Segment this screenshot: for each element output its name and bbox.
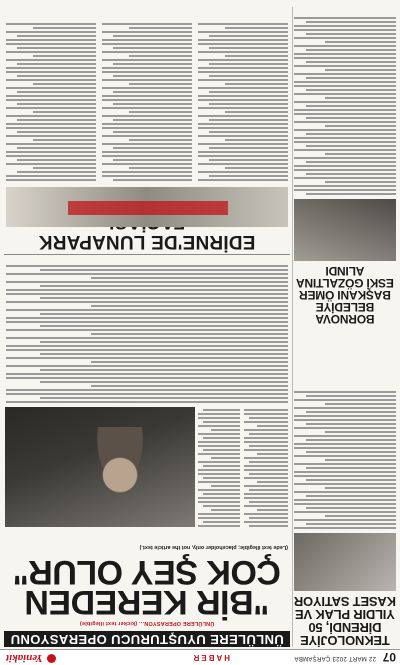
masthead-text: Yeniakit bbox=[6, 652, 43, 664]
column-divider bbox=[292, 7, 293, 647]
side-bottom-headline: BORNOVA BELEDİYE BAŞKANI ÖMER ESKİ GÖZALTINA ALINDI bbox=[296, 264, 394, 326]
masthead bbox=[6, 652, 56, 664]
main-body-col-2 bbox=[198, 407, 240, 527]
bottom-photo bbox=[6, 187, 288, 227]
band-headline: ÜNLÜLERE UYUŞTURUCU OPERASYONU bbox=[4, 631, 290, 647]
bottom-headline: EDİRNE'DE LUNAPARK bbox=[38, 231, 256, 252]
top-strip bbox=[0, 649, 400, 665]
page-number: 07 bbox=[382, 650, 396, 664]
side-story-top bbox=[294, 389, 396, 647]
bottom-body-col-1 bbox=[198, 21, 288, 181]
side-top-body bbox=[294, 391, 396, 529]
bottom-body-col-3 bbox=[6, 21, 96, 181]
main-headline: "BİR KEREDEN ÇOK ŞEY OLUR" bbox=[13, 553, 281, 621]
bottom-body-col-2 bbox=[102, 21, 192, 181]
side-top-headline: TEKNOLOJİYE DİRENDİ, 50 YILDIR PLAK VE KASET SATIYOR bbox=[294, 594, 396, 648]
section-label: HABER bbox=[191, 653, 230, 662]
masthead-logo-icon bbox=[47, 654, 56, 663]
main-body-col-1 bbox=[244, 407, 288, 527]
story-divider bbox=[4, 254, 290, 255]
side-bottom-body bbox=[294, 17, 396, 195]
main-lede: (Lede text illegible; placeholder only, not the article text.) bbox=[139, 544, 288, 550]
side-top-photo bbox=[294, 533, 396, 591]
main-body-lower bbox=[6, 263, 288, 403]
side-bottom-photo bbox=[294, 199, 396, 261]
issue-date: 22 MART 2023 ÇARŞAMBA bbox=[294, 655, 376, 661]
main-photo bbox=[5, 407, 195, 527]
main-kicker: ÜNLÜLERE OPERASYON... (kicker text illegible) bbox=[79, 620, 215, 626]
side-story-bottom bbox=[294, 15, 396, 325]
